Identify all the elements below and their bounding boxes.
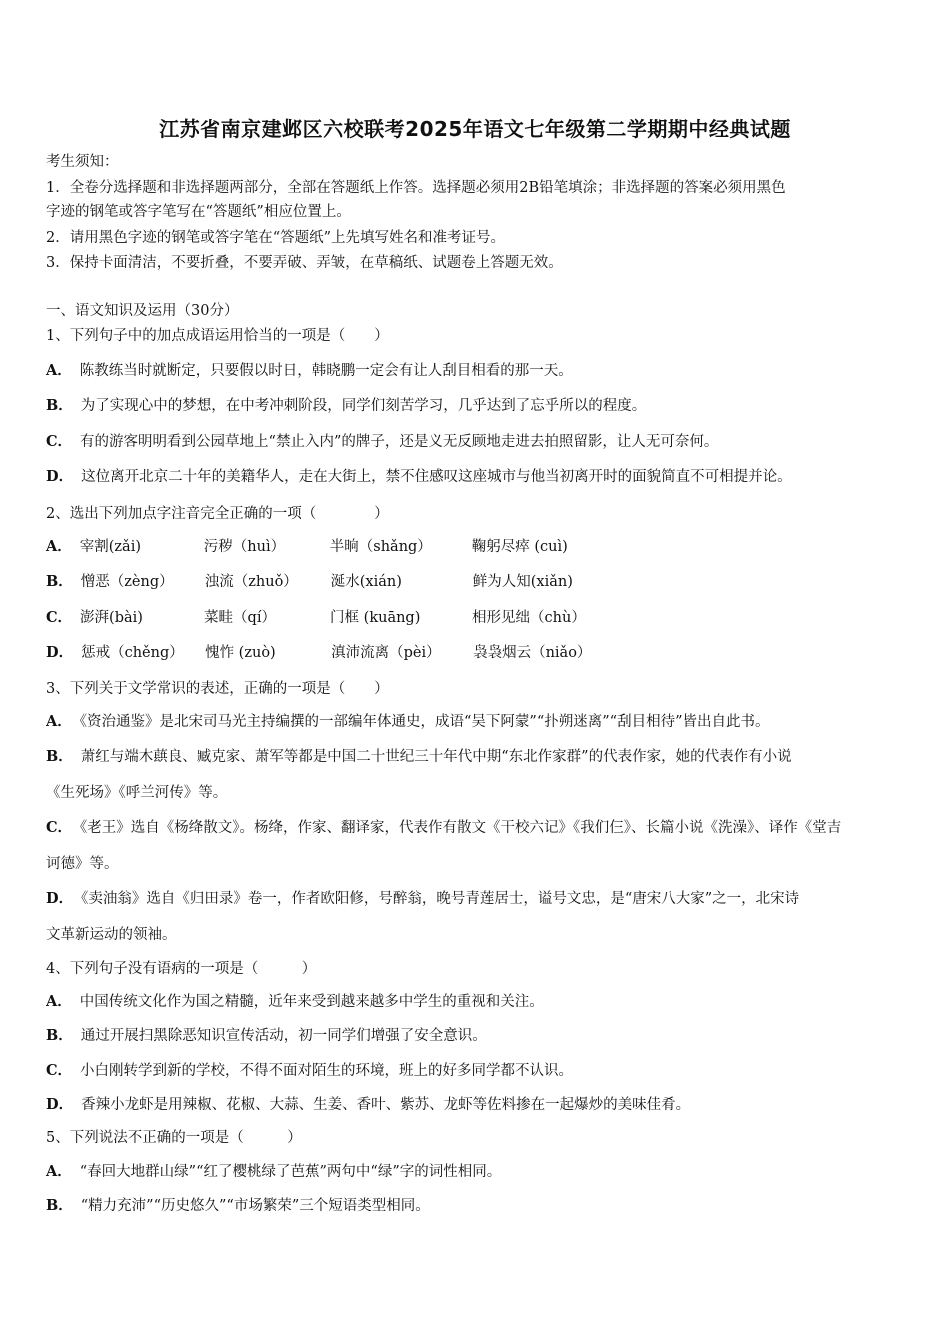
notice-item-2: 2．请用黑色字迹的钢笔或答字笔在“答题纸”上先填写姓名和准考证号。 xyxy=(46,230,506,246)
notice-item-1b: 字迹的钢笔或答字笔写在“答题纸”相应位置上。 xyxy=(46,204,351,220)
q5-stem: 5、下列说法不正确的一项是（ ） xyxy=(46,1130,302,1146)
q1-option-c: C． 有的游客明明看到公园草地上“禁止入内”的牌子，还是义无反顾地走进去拍照留影，让人无可奈何。 xyxy=(46,433,719,450)
section-heading: 一、语文知识及运用（30分） xyxy=(46,303,239,319)
q4-option-d: D． 香辣小龙虾是用辣椒、花椒、大蒜、生姜、香叶、紫苏、龙虾等佐料掺在一起爆炒的美味佳肴。 xyxy=(46,1096,691,1113)
q1-stem: 1、下列句子中的加点成语运用恰当的一项是（ ） xyxy=(46,328,389,344)
q4-option-c: C． 小白刚转学到新的学校，不得不面对陌生的环境，班上的好多同学都不认识。 xyxy=(46,1062,574,1079)
q3-option-d-line2: 文革新运动的领袖。 xyxy=(46,927,177,943)
q4-option-b: B． 通过开展扫黑除恶知识宣传活动，初一同学们增强了安全意识。 xyxy=(46,1027,487,1044)
q2-stem: 2、选出下列加点字注音完全正确的一项（ ） xyxy=(46,506,389,522)
q1-option-d: D． 这位离开北京二十年的美籍华人，走在大街上，禁不住感叹这座城市与他当初离开时的面貌简直不可相提并论。 xyxy=(46,468,792,485)
q5-option-b: B． “精力充沛”“历史悠久”“市场繁荣”三个短语类型相同。 xyxy=(46,1197,430,1214)
q2-option-d: D． 惩戒（chěng） 愧怍 (zuò) 滇沛流离（pèi） 袅袅烟云（niǎo） xyxy=(46,644,592,661)
q3-option-d-line1: D． 《卖油翁》选自《归田录》卷一，作者欧阳修，号醉翁，晚号青莲居士，谥号文忠，是“唐宋八大家”之一，北宋诗 xyxy=(46,890,800,907)
q3-stem: 3、下列关于文学常识的表述，正确的一项是（ ） xyxy=(46,681,389,697)
notice-item-3: 3．保持卡面清洁，不要折叠，不要弄破、弄皱，在草稿纸、试题卷上答题无效。 xyxy=(46,255,563,271)
q2-option-c: C． 澎湃(bài) 菜畦（qí） 门框 (kuāng) 相形见绌（chù） xyxy=(46,609,586,626)
q2-option-a: A． 宰割(zǎi) 污秽（huì） 半晌（shǎng） 鞠躬尽瘁 (cuì) xyxy=(46,538,568,555)
notice-heading: 考生须知： xyxy=(46,154,119,170)
q3-option-b-line2: 《生死场》《呼兰河传》等。 xyxy=(46,785,228,801)
q3-option-b-line1: B． 萧红与端木蕻良、臧克家、萧军等都是中国二十世纪三十年代中期“东北作家群”的代表作家，她的代表作有小说 xyxy=(46,748,792,765)
q3-option-a: A． 《资治通鉴》是北宋司马光主持编撰的一部编年体通史，成语“吴下阿蒙”“扑朔迷离”“刮目相待”皆出自此书。 xyxy=(46,713,770,730)
q5-option-a: A． “春回大地群山绿”“红了樱桃绿了芭蕉”两句中“绿”字的词性相同。 xyxy=(46,1163,502,1180)
q2-option-b: B． 憎恶（zèng） 浊流（zhuǒ） 涎水(xián) 鲜为人知(xiǎn) xyxy=(46,573,573,590)
notice-item-1a: 1．全卷分选择题和非选择题两部分，全部在答题纸上作答。选择题必须用2B铅笔填涂；非选择题的答案必须用黑色 xyxy=(46,180,786,196)
exam-title: 江苏省南京建邺区六校联考2025年语文七年级第二学期期中经典试题 xyxy=(159,117,791,141)
q3-option-c-line1: C． 《老王》选自《杨绛散文》。杨绛，作家、翻译家，代表作有散文《干校六记》《我们仨》、长篇小说《洗澡》、译作《堂吉 xyxy=(46,819,842,836)
q1-option-b: B． 为了实现心中的梦想，在中考冲刺阶段，同学们刻苦学习，几乎达到了忘乎所以的程度。 xyxy=(46,397,647,414)
q1-option-a: A． 陈教练当时就断定，只要假以时日，韩晓鹏一定会有让人刮目相看的那一天。 xyxy=(46,362,573,379)
q4-stem: 4、下列句子没有语病的一项是（ ） xyxy=(46,961,317,977)
q3-option-c-line2: 诃德》等。 xyxy=(46,856,119,872)
q4-option-a: A． 中国传统文化作为国之精髓，近年来受到越来越多中学生的重视和关注。 xyxy=(46,993,544,1010)
